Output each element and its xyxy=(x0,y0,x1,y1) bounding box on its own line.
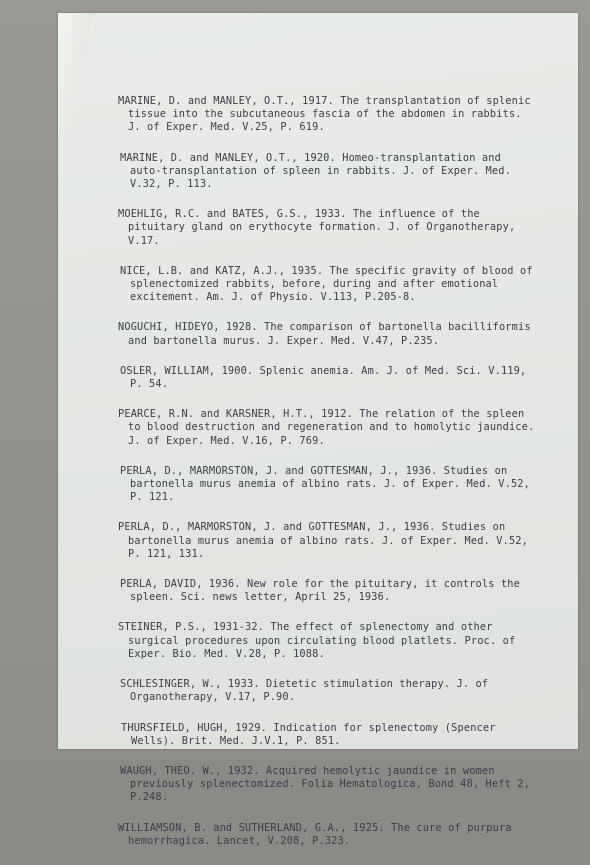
reference-entry: MARINE, D. and MANLEY, O.T., 1920. Homeo-transplantation and auto-transplantation of spleen in rabbits. J. of Exper. Med. V.32, P. 113. xyxy=(120,151,511,191)
reference-entry: PERLA, DAVID, 1936. New role for the pituitary, it controls the spleen. Sci. news letter, April 25, 1936. xyxy=(120,578,521,604)
reference-entry: NICE, L.B. and KATZ, A.J., 1935. The specific gravity of blood of splenectomized rabbits, before, during and after emotional excitement. Am. J. of Physio. V.113, P.205-8. xyxy=(120,264,533,304)
reference-entry: MARINE, D. and MANLEY, O.T., 1917. The transplantation of splenic tissue into the subcutaneous fascia of the abdomen in rabbits. J. of Exper. Med. V.25, P. 619. xyxy=(118,95,531,134)
reference-entry: PERLA, D., MARMORSTON, J. and GOTTESMAN, J., 1936. Studies on bartonella murus anemia of albino rats. J. of Exper. Med. V.52, P. 121, 131. xyxy=(118,521,529,560)
reference-entry: WAUGH, THEO. W., 1932. Acquired hemolytic jaundice in women previously splenectomized. Folia Hematologica, Bond 48, Heft 2, P.248. xyxy=(120,764,531,804)
reference-entry: PERLA, D., MARMORSTON, J. and GOTTESMAN, J., 1936. Studies on bartonella murus anemia of albino rats. J. of Exper. Med. V.52, P. 121. xyxy=(120,464,531,504)
reference-entry: STEINER, P.S., 1931-32. The effect of splenectomy and other surgical procedures upon circulating blood platlets. Proc. of Exper. Bio. Med. V.28, P. 1088. xyxy=(118,621,516,660)
reference-entry: THURSFIELD, HUGH, 1929. Indication for splenectomy (Spencer Wells). Brit. Med. J.V.1, P. 851. xyxy=(121,721,496,747)
reference-entry: SCHLESINGER, W., 1933. Dietetic stimulation therapy. J. of Organotherapy, V.17, P.90. xyxy=(120,678,489,704)
reference-entry: OSLER, WILLIAM, 1900. Splenic anemia. Am. J. of Med. Sci. V.119, P. 54. xyxy=(120,364,527,391)
reference-entry: PEARCE, R.N. and KARSNER, H.T., 1912. The relation of the spleen to blood destruction and regeneration and to homolytic jaundice. J. of Exper. Med. V.16, P. 769. xyxy=(118,408,535,447)
reference-entry: MOEHLIG, R.C. and BATES, G.S., 1933. The influence of the pituitary gland on erythocyte formation. J. of Organotherapy, V.17. xyxy=(118,208,516,247)
reference-entry: WILLIAMSON, B. and SUTHERLAND, G.A., 1925. The cure of purpura hemorrhagica. Lancet, V.208, P.323. xyxy=(118,821,512,847)
reference-entry: NOGUCHI, HIDEYO, 1928. The comparison of bartonella bacilliformis and bartonella murus. J. Exper. Med. V.47, P.235. xyxy=(118,321,531,347)
bibliography-list xyxy=(118,95,538,865)
